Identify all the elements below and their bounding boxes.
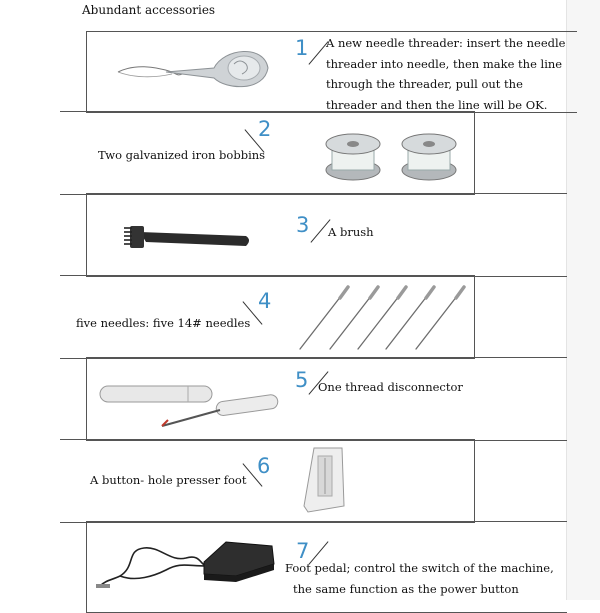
description-line: Foot pedal; control the switch of the machine,	[285, 561, 554, 575]
item-description: five needles: five 14# needles	[76, 316, 251, 330]
item-number: 6	[257, 454, 271, 478]
needle-threader-icon	[114, 38, 274, 98]
item-number: 4	[258, 289, 272, 313]
description-line: threader into needle, then make the line	[326, 56, 563, 71]
item-description: A brush	[328, 225, 374, 239]
description-line: the same function as the power button	[293, 581, 519, 596]
item-number: 5	[295, 368, 309, 392]
item-number: 3	[296, 213, 310, 237]
brush-icon	[122, 216, 254, 256]
item-number: 2	[258, 117, 272, 141]
item-number: 1	[295, 36, 309, 60]
description-line: threader and then the line will be OK.	[326, 97, 548, 112]
item-description: One thread disconnector	[318, 380, 463, 394]
item-description	[285, 558, 554, 599]
needle-icon	[296, 283, 476, 353]
item-description: A button- hole presser foot	[90, 473, 247, 487]
page-title: Abundant accessories	[82, 3, 216, 17]
bobbin-icon	[323, 130, 463, 184]
presser-foot-icon	[300, 446, 348, 516]
item-number: 7	[296, 539, 310, 563]
description-line: through the threader, pull out the	[326, 77, 523, 91]
description-line: A new needle threader: insert the needle	[326, 36, 566, 50]
seam-ripper-icon	[98, 382, 284, 430]
item-description	[326, 33, 566, 115]
foot-pedal-icon	[96, 536, 278, 592]
item-description: Two galvanized iron bobbins	[98, 148, 266, 162]
